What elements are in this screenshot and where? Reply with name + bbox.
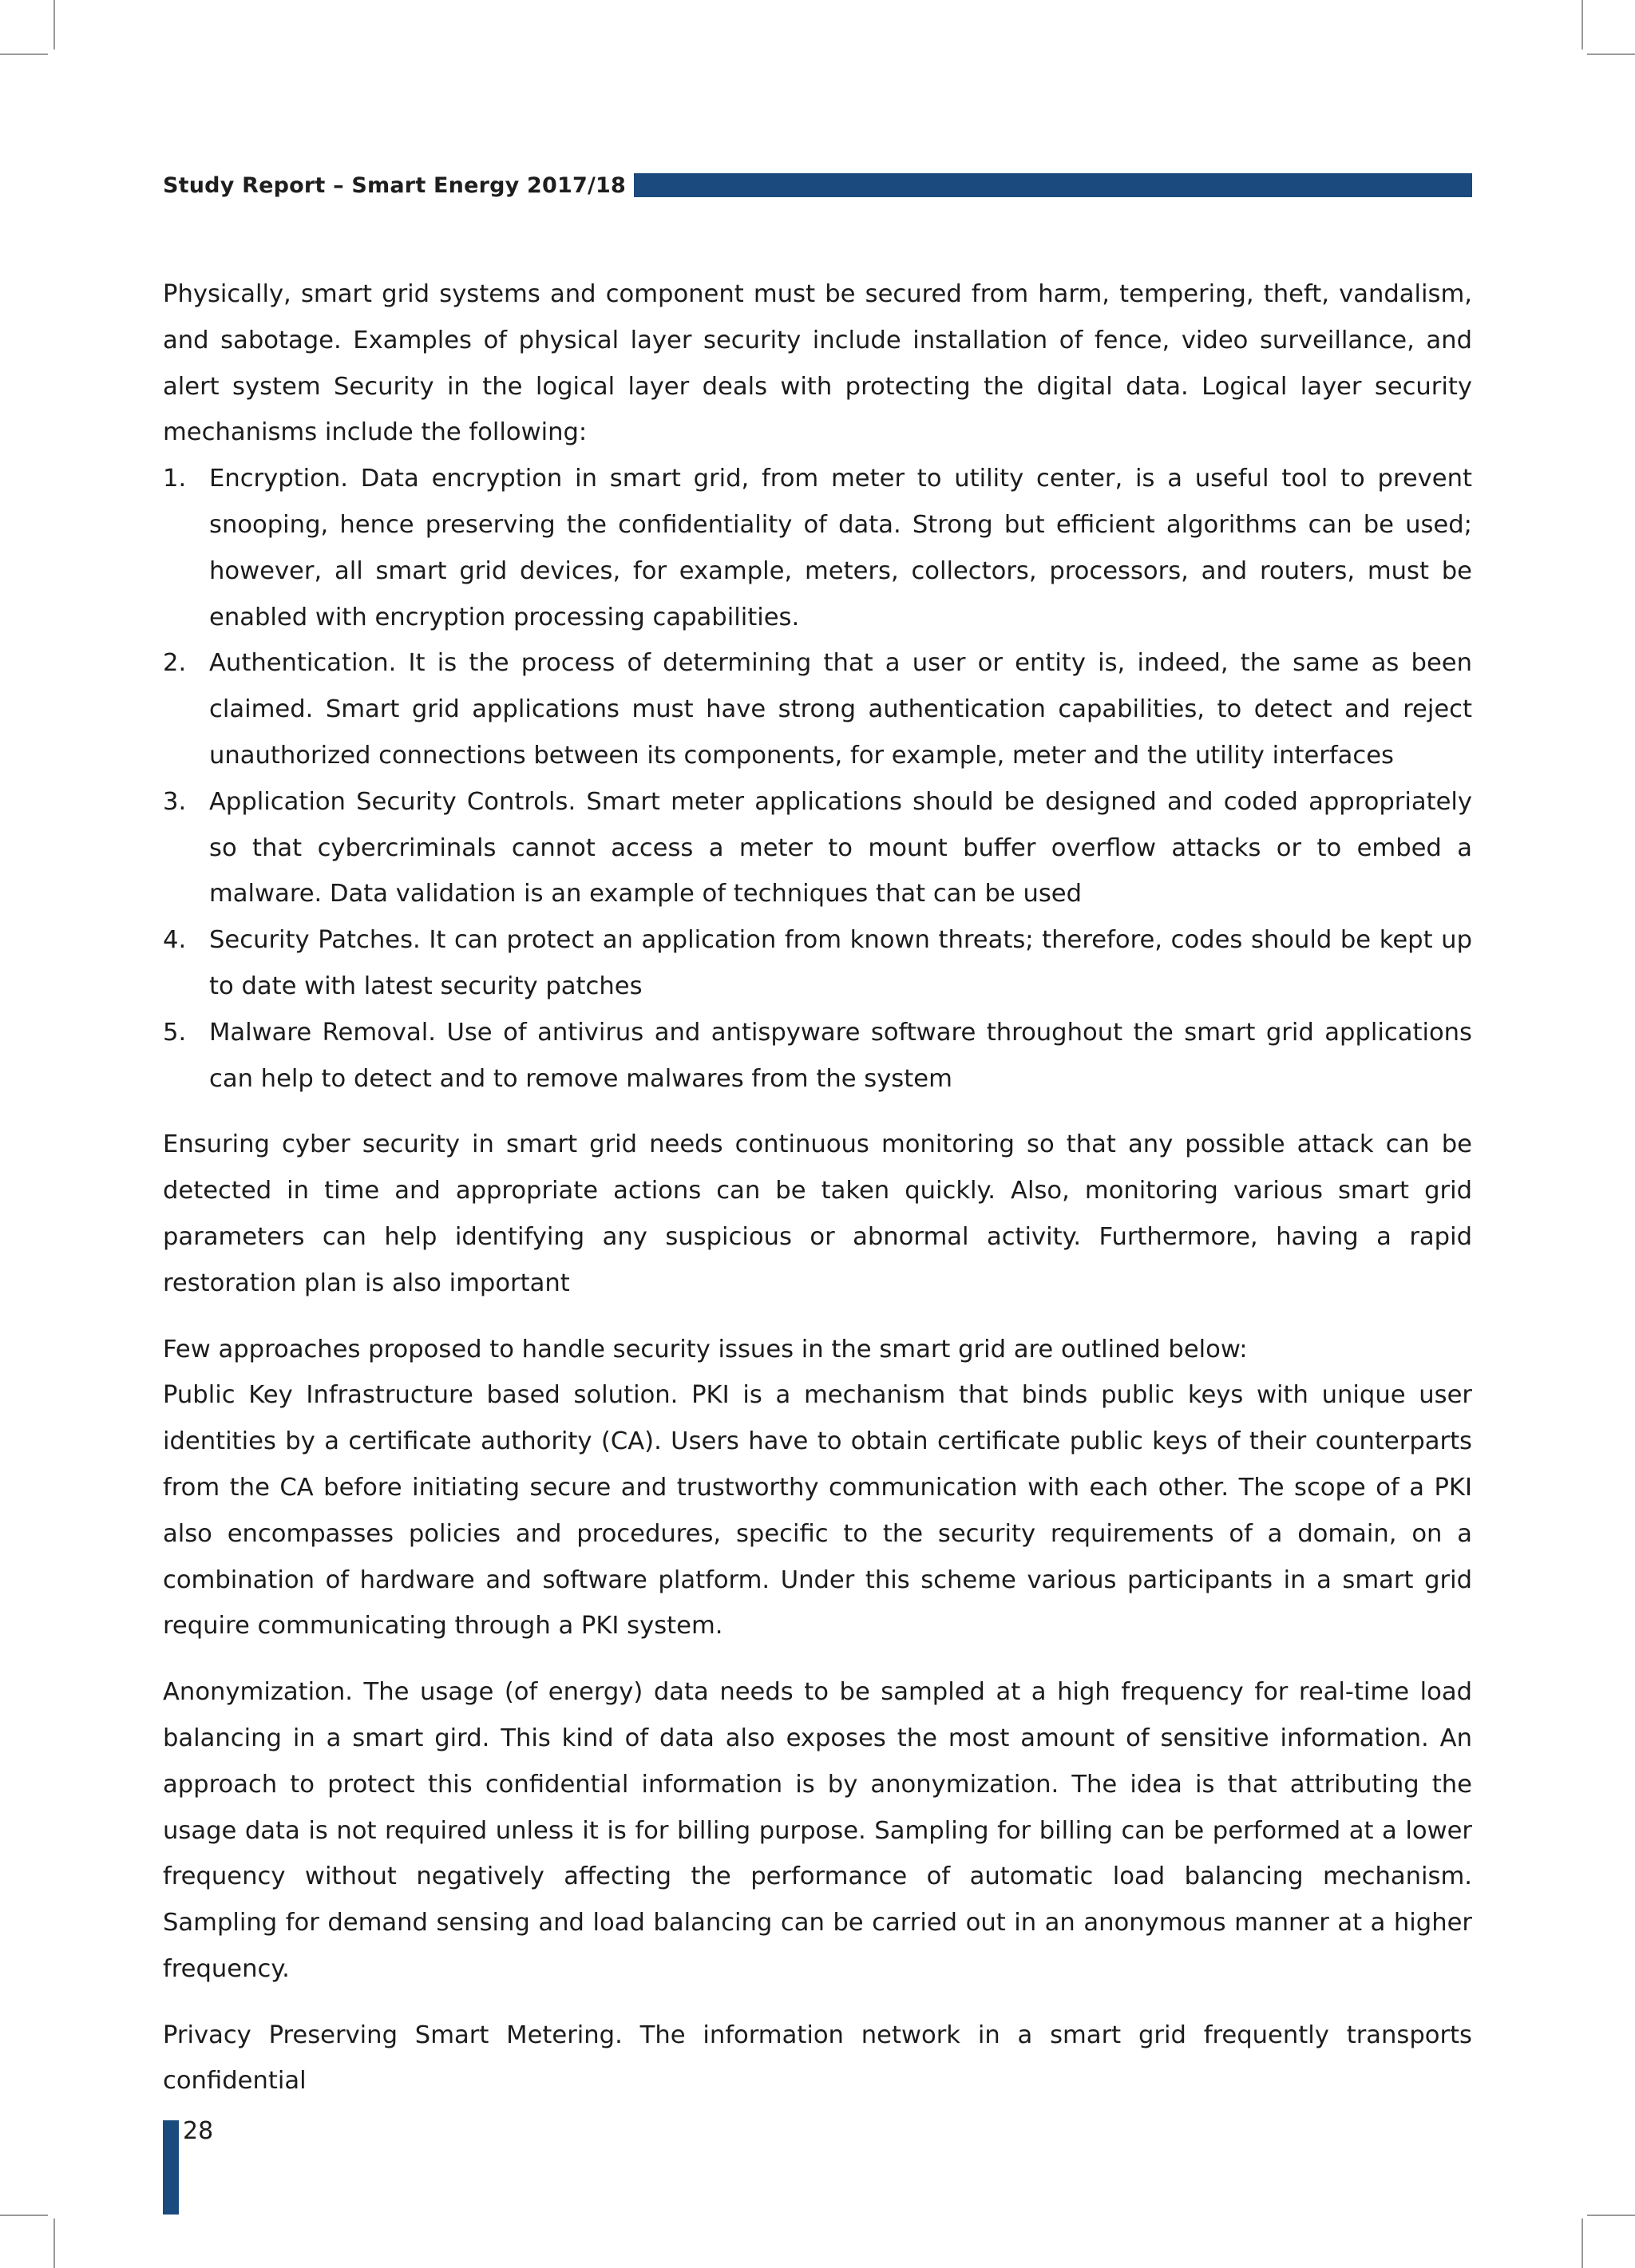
list-item-number: 5. xyxy=(163,1018,187,1047)
page-number: 28 xyxy=(183,2117,214,2145)
list-item xyxy=(163,1010,1472,1102)
footer-accent-bar xyxy=(163,2120,179,2215)
pki-paragraph: Public Key Infrastructure based solution. PKI is a mechanism that binds public keys with unique user identities by a certificate authority (CA). Users have to obtain certificate public keys of their counterparts from the CA before initiating secure and trustworthy communication with each other. The scope of a PKI also encompasses policies and procedures, specific to the security requirements of a domain, on a combination of hardware and software platform. Under this scheme various participants in a smart grid require communicating through a PKI system. xyxy=(163,1381,1472,1641)
header-title: Study Report – Smart Energy 2017/18 xyxy=(163,172,627,198)
anonymization-paragraph: Anonymization. The usage (of energy) data needs to be sampled at a high frequency for real-time load balancing in a smart gird. This kind of data also exposes the most amount of sensitive information. An approach to protect this confidential information is by anonymization. The idea is that attributing the usage data is not required unless it is for billing purpose. Sampling for billing can be performed at a lower frequency without negatively affecting the performance of automatic load balancing mechanism. Sampling for demand sensing and load balancing can be carried out in an anonymous manner at a higher frequency. xyxy=(163,1678,1472,1983)
intro-paragraph: Physically, smart grid systems and component must be secured from harm, tempering, theft, vandalism, and sabotage. Examples of physical layer security include installation of fence, video surveillance, and alert system Security in the logical layer deals with protecting the digital data. Logical layer security mechanisms include the following: xyxy=(163,280,1472,447)
list-item-text: Encryption. Data encryption in smart grid, from meter to utility center, is a useful tool to prevent snooping, hence preserving the confidentiality of data. Strong but efficient algorithms can be used; however, all smart grid devices, for example, meters, collectors, processors, and routers, must be enabled with encryption processing capabilities. xyxy=(209,465,1472,631)
list-item-number: 3. xyxy=(163,787,187,816)
crop-mark-top-left-horizontal xyxy=(0,53,48,55)
approaches-paragraph: Few approaches proposed to handle security issues in the smart grid are outlined below: xyxy=(163,1335,1248,1364)
running-header xyxy=(163,171,1472,200)
crop-mark-bottom-left-vertical xyxy=(53,2219,55,2268)
list-item-number: 4. xyxy=(163,926,187,955)
logical-security-list xyxy=(163,456,1472,1102)
crop-mark-top-right-horizontal xyxy=(1587,53,1635,55)
crop-mark-top-left-vertical xyxy=(53,0,55,49)
header-accent-bar xyxy=(634,173,1472,197)
list-item-text: Authentication. It is the process of determining that a user or entity is, indeed, the same as been claimed. Smart grid applications must have strong authentication capabilities, to detect and reject unauthorized connections between its components, for example, meter and the utility interfaces xyxy=(209,649,1472,770)
list-item-text: Security Patches. It can protect an application from known threats; therefore, codes should be kept up to date with latest security patches xyxy=(209,926,1472,1000)
list-item-text: Malware Removal. Use of antivirus and antispyware software throughout the smart grid applications can help to detect and to remove malwares from the system xyxy=(209,1018,1472,1093)
list-item-text: Application Security Controls. Smart meter applications should be designed and coded appropriately so that cybercriminals cannot access a meter to mount buffer overflow attacks or to embed a malware. Data validation is an example of techniques that can be used xyxy=(209,787,1472,908)
crop-mark-top-right-vertical xyxy=(1582,0,1583,49)
crop-mark-bottom-left-horizontal xyxy=(0,2215,48,2216)
crop-mark-bottom-right-vertical xyxy=(1582,2219,1583,2268)
crop-mark-bottom-right-horizontal xyxy=(1587,2215,1635,2216)
monitoring-paragraph: Ensuring cyber security in smart grid needs continuous monitoring so that any possible attack can be detected in time and appropriate actions can be taken quickly. Also, monitoring various smart grid parameters can help identifying any suspicious or abnormal activity. Furthermore, having a rapid restoration plan is also important xyxy=(163,1130,1472,1297)
list-item-number: 1. xyxy=(163,465,187,493)
list-item xyxy=(163,779,1472,917)
page-body xyxy=(163,271,1472,2104)
list-item xyxy=(163,456,1472,640)
list-item xyxy=(163,640,1472,778)
privacy-paragraph: Privacy Preserving Smart Metering. The information network in a smart grid frequently transports confidential xyxy=(163,2021,1472,2096)
list-item xyxy=(163,917,1472,1010)
list-item-number: 2. xyxy=(163,649,187,678)
